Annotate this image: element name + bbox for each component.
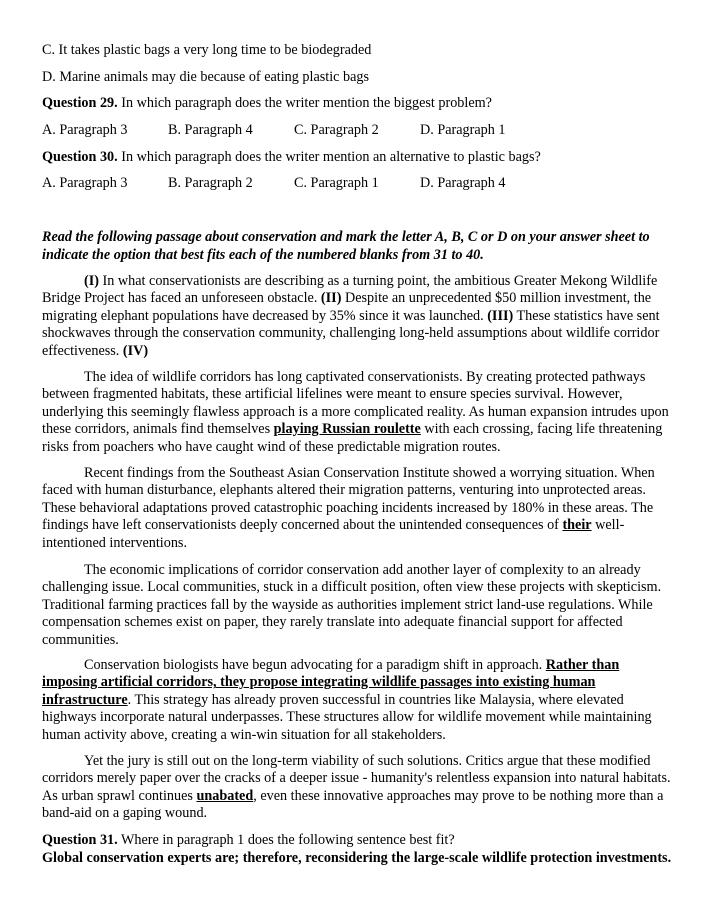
- paragraph-6-text-1: Yet the jury is still out on the long-term viability of such solutions. Critics argue that these modified corridors merely paper over the cracks of a deeper issue - humanity's relentless expansion into natural habitats. As urban sprawl continues: [42, 753, 671, 804]
- question-30-label: Question 30.: [42, 149, 118, 165]
- marker-i: (I): [84, 273, 99, 289]
- question-29-options: [42, 121, 672, 139]
- paragraph-3-text-2: well-intentioned interventions.: [42, 517, 625, 551]
- question-30-text: In which paragraph does the writer mention an alternative to plastic bags?: [117, 149, 541, 165]
- question-31-sentence: [42, 849, 682, 867]
- question-31-prompt: [42, 831, 682, 849]
- question-31-sentence-text: Global conservation experts are; therefore, reconsidering the large-scale wildlife protection investments.: [42, 850, 672, 866]
- paragraph-6-text-2: , even these innovative approaches may prove to be nothing more than a band-aid on a gaping wound.: [42, 787, 664, 822]
- paragraph-2-text-1: The idea of wildlife corridors has long captivated conservationists. By creating protected pathways between fragmented habitats, these artificial lifelines were meant to ensure species survival. However, underlying this seemingly flawless approach is a more complicated reality. As human expansion intrudes upon these corridors, animals find themselves: [42, 369, 669, 438]
- paragraph-2-text-2: with each crossing, facing life threatening risks from poachers who have caught wind of these predictable migration routes.: [42, 421, 663, 455]
- passage-instruction: Read the following passage about conservation and mark the letter A, B, C or D on your answer sheet to indicate the option that best fits each of the numbered blanks from 31 to 40.: [42, 229, 650, 263]
- paragraph-1-text-1: In what conservationists are describing as a turning point, the ambitious Greater Mekong Wildlife Bridge Project has faced an unforeseen obstacle.: [42, 273, 658, 307]
- underlined-word-their: their: [562, 517, 592, 534]
- paragraph-3-text-1: Recent findings from the Southeast Asian Conservation Institute showed a worrying situation. When faced with human disturbance, elephants altered their migration patterns, venturing into unprotected areas. These behavioral adaptations proved catastrophic poaching incidents increased by 180% in these areas. The findings have left conservationists deeply concerned about the unintended consequences of: [42, 465, 655, 534]
- paragraph-1: [42, 273, 672, 360]
- question-31: [42, 831, 682, 867]
- q28-option-d: D. Marine animals may die because of eating plastic bags: [42, 69, 369, 85]
- q30-option-b: B. Paragraph 2: [168, 175, 253, 191]
- paragraph-1-text-3: These statistics have sent shockwaves through the conservation community, challenging long-held assumptions about wildlife corridor effectiveness.: [42, 307, 660, 359]
- q30-option-d: D. Paragraph 4: [420, 175, 506, 191]
- q29-option-c: C. Paragraph 2: [294, 122, 379, 138]
- q29-option-d: D. Paragraph 1: [420, 122, 506, 138]
- paragraph-2: [42, 369, 672, 456]
- marker-iv: (IV): [122, 342, 149, 359]
- q29-option-b: B. Paragraph 4: [168, 122, 253, 138]
- paragraph-5-text-2: . This strategy has already proven successful in countries like Malaysia, where elevated highways incorporate natural underpasses. These structures allow for wildlife movement while maintaining human activity above, creating a win-win situation for all stakeholders.: [42, 691, 652, 743]
- paragraph-1-text-2: Despite an unprecedented $50 million investment, the migrating elephant populations have decreased by 35% since it was launched.: [42, 290, 652, 324]
- q29-option-a: A. Paragraph 3: [42, 122, 128, 138]
- paragraph-5: [42, 657, 672, 744]
- paragraph-3: [42, 465, 672, 552]
- question-30-options: [42, 174, 672, 192]
- question-31-label: Question 31.: [42, 832, 118, 848]
- paragraph-4: [42, 562, 672, 649]
- q28-option-c: C. It takes plastic bags a very long time to be biodegraded: [42, 42, 372, 58]
- paragraph-6: [42, 753, 672, 823]
- marker-iii: (III): [487, 307, 514, 324]
- q30-option-c: C. Paragraph 1: [294, 175, 379, 191]
- underlined-phrase-russian-roulette: playing Russian roulette: [273, 421, 421, 438]
- question-29-label: Question 29.: [42, 95, 118, 111]
- question-30: [42, 148, 541, 166]
- question-31-text: Where in paragraph 1 does the following sentence best fit?: [117, 832, 455, 848]
- underlined-sentence-rather-than-imposing: Rather than imposing artificial corridors, they propose integrating wildlife passages into existing human infrastructure: [42, 657, 620, 708]
- question-29: [42, 94, 492, 112]
- question-29-text: In which paragraph does the writer mention the biggest problem?: [117, 95, 492, 111]
- paragraph-4-text-1: The economic implications of corridor conservation add another layer of complexity to an already challenging issue. Local communities, stuck in a difficult position, often view these projects with skepticism. Traditional farming practices fall by the wayside as authorities implement strict land-use regulations. While compensation schemes exist on paper, they rarely translate into adequate financial support for affected communities.: [42, 562, 662, 648]
- marker-ii: (II): [320, 290, 342, 307]
- underlined-word-unabated: unabated: [196, 787, 254, 804]
- paragraph-5-text-1: Conservation biologists have begun advocating for a paradigm shift in approach.: [84, 657, 546, 673]
- q30-option-a: A. Paragraph 3: [42, 175, 128, 191]
